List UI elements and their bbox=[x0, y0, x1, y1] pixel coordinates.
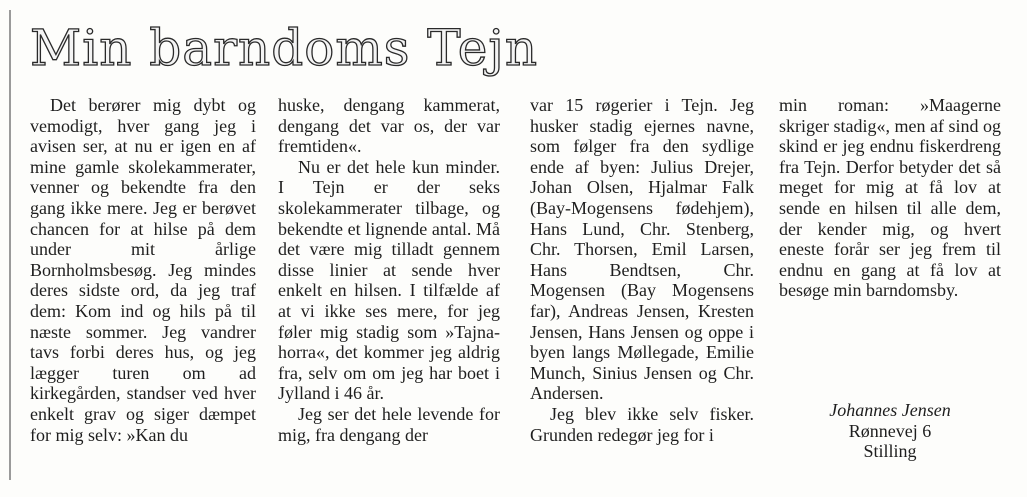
article-column-3 bbox=[530, 95, 754, 445]
paragraph: Det berører mig dybt og vemodigt, hver gang jeg i avisen ser, at nu er igen en af mine gamle skolekammerater, venner og bekendte fra den gang ikke mere. Jeg er berøvet chancen for at hilse på dem under mit årlige Bornholmsbesøg. Jeg mindes deres sidste ord, da jeg traf dem: Kom ind og hils på til næste sommer. Jeg vandrer tavs forbi deres hus, og jeg lægger turen om ad kirkegården, standser ved hver enkelt grav og siger dæmpet for mig selv: »Kan du bbox=[30, 95, 256, 445]
headline: Min barndoms Tejn bbox=[30, 19, 539, 77]
author-name: Johannes Jensen bbox=[829, 400, 951, 420]
author-signature bbox=[779, 400, 1001, 462]
author-city: Stilling bbox=[863, 441, 917, 462]
paragraph: var 15 røgerier i Tejn. Jeg husker stadig ejernes navne, som følger fra den sydlige ende af byen: Julius Drejer, Johan Olsen, Hjalmar Falk (Bay-Mogensens fødehjem), Hans Lund, Chr. Stenberg, Chr. Thorsen, Emil Larsen, Hans Bendtsen, Chr. Mogensen (Bay Mogensens far), Andreas Jensen, Kresten Jensen, Hans Jensen og oppe i byen langs Møllegade, Emilie Munch, Sinius Jensen og Chr. Andersen. bbox=[530, 95, 754, 404]
paragraph: min roman: »Maagerne skriger stadig«, men af sind og skind er jeg endnu fiskerdreng fra Tejn. Derfor betyder det så meget for mig at få lov at sende en hilsen til alle dem, der kender mig, og hvert eneste forår ser jeg frem til endnu en gang at få lov at besøge min barndomsby. bbox=[779, 95, 1001, 301]
author-address: Rønnevej 6 bbox=[848, 420, 932, 441]
paragraph: Jeg ser det hele levende for mig, fra dengang der bbox=[278, 403, 500, 445]
article-column-2 bbox=[278, 95, 500, 445]
column-rule bbox=[9, 10, 11, 480]
paragraph: Nu er det hele kun minder. I Tejn er der seks skolekammerater tilbage, og bekendte et lignende antal. Må det være mig tilladt gennem disse linier at sende hver enkelt en hilsen. I tilfælde af at vi ikke ses mere, for jeg føler mig stadig som »Tajna-horra«, det kommer jeg aldrig fra, selv om om jeg har boet i Jylland i 46 år. bbox=[278, 156, 500, 404]
article-column-1 bbox=[30, 95, 256, 445]
article-column-4 bbox=[779, 95, 1001, 301]
paragraph: huske, dengang kammerat, dengang det var os, der var fremtiden«. bbox=[278, 95, 500, 157]
paragraph: Jeg blev ikke selv fisker. Grunden redegør jeg for i bbox=[530, 403, 754, 445]
